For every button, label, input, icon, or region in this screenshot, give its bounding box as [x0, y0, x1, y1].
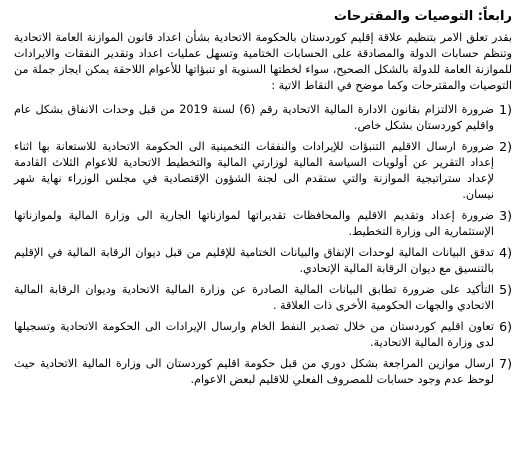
- section-heading: رابعاً: التوصيات والمقترحات: [333, 9, 512, 24]
- item-number: 3): [499, 208, 512, 223]
- item-text: تدقق البيانات المالية لوحدات الإنفاق والبيانات الختامية للإقليم من قبل ديوان الرقابة المالية في الإقليم بالتنسيق مع ديوان الرقابة المالية الإتحادي.: [14, 246, 494, 275]
- intro-paragraph: بقدر تعلق الامر بتنظيم علاقة إقليم كوردستان بالحكومة الاتحادية بشأن اعداد قانون الموازنة العامة الاتحادية وتنظم حسابات الدولة والمصادقة على الحسابات الختامية وتسهل عمليات اعداد وتقدير النفقات والايرادات للموازنة العامة للدولة بالشكل الصحيح، سواء لخطتها السنوية او تنبؤاتها للأعوام اللاحقة يمكن ايجاز جملة من التوصيات والمقترحات وكما موضح في النقاط الاتية :: [14, 31, 512, 92]
- item-text: ضرورة إعداد وتقديم الاقليم والمحافظات تقديراتها لموازناتها الجارية الى وزارة المالية ولموازناتها الإستثمارية الى وزارة التخطيط.: [14, 209, 494, 238]
- item-text: ضرورة ارسال الاقليم التنبؤات للإيرادات والنفقات التخمينية الى الحكومة الاتحادية للاستعانة بها اثناء إعداد التقرير عن أولويات السياسة المالية لوزارتي المالية والتخطيط الاتحادية للاعوام الثلاث القادمة لإعداد ستراتيجية الموازنة والتي ستقدم الى لجنة الشؤون الإقتصادية في مجلس الوزراء نهاية شهر نيسان.: [14, 140, 494, 201]
- item-text: ارسال موازين المراجعة بشكل دوري من قبل حكومة اقليم كوردستان الى وزارة المالية الاتحادية حيث لوحظ عدم وجود حسابات للمصروف الفعلي للاقليم لبعض الاعوام.: [14, 357, 494, 386]
- list-item: [14, 282, 512, 314]
- item-number: 5): [499, 282, 512, 297]
- item-text: ضرورة الالتزام بقانون الادارة المالية الاتحادية رقم (6) لسنة 2019 من قبل وحدات الانفاق بشكل عام واقليم كوردستان بشكل خاص.: [14, 103, 494, 132]
- list-item: [14, 356, 512, 388]
- item-text: تعاون اقليم كوردستان من خلال تصدير النفط الخام وارسال الإيرادات الى الحكومة الاتحادية وتسجيلها لدى وزارة المالية الاتحادية.: [14, 320, 494, 349]
- item-number: 6): [499, 319, 512, 334]
- item-number: 7): [499, 356, 512, 371]
- list-item: [14, 319, 512, 351]
- item-text: التأكيد على ضرورة تطابق البيانات المالية الصادرة عن وزارة المالية الاتحادية وديوان الرقابة المالية الاتحادي والجهات الحكومية الأخرى ذات العلاقة .: [14, 283, 494, 312]
- list-item: [14, 245, 512, 277]
- item-number: 4): [499, 245, 512, 260]
- recommendations-list: [14, 102, 512, 388]
- list-item: [14, 102, 512, 134]
- item-number: 1): [499, 102, 512, 117]
- list-item: [14, 139, 512, 203]
- list-item: [14, 208, 512, 240]
- item-number: 2): [499, 139, 512, 154]
